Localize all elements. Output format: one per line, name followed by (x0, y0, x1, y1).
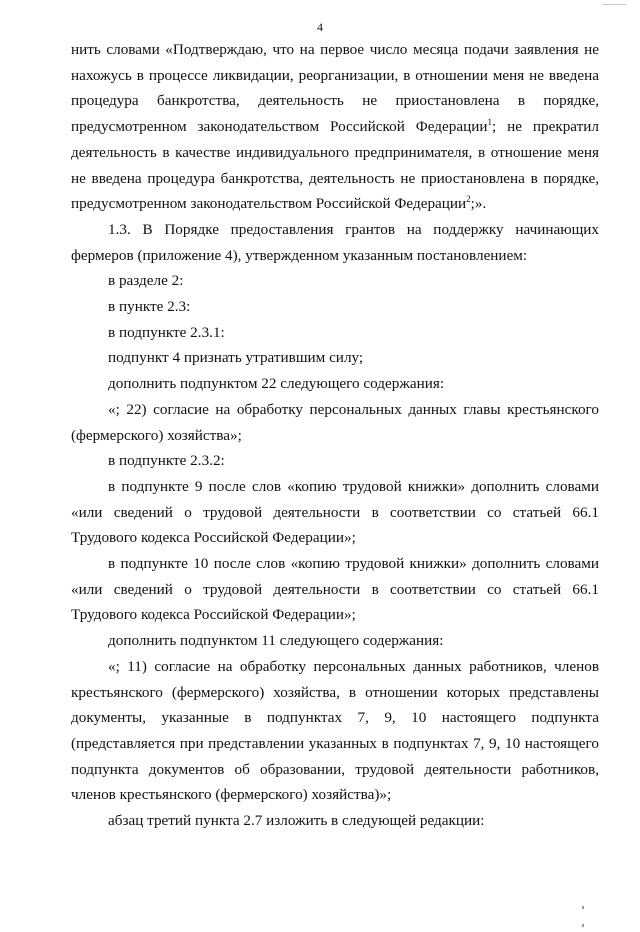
paragraph-text: ;». (470, 195, 487, 213)
paragraph-subpoint-2-3-1: в подпункте 2.3.1: (108, 323, 225, 341)
paragraph-subpoint-22-text: «; 22) согласие на обработку персональных данных главы крестьянского (фермерского) хозяйства»; (71, 400, 599, 444)
document-body (71, 37, 599, 834)
scan-edge-mark-top (602, 0, 626, 5)
paragraph-add-subpoint-11: дополнить подпунктом 11 следующего содержания: (108, 632, 444, 650)
footnote-ref-1: 1 (487, 117, 492, 128)
paragraph-section-2: в разделе 2: (108, 272, 184, 290)
paragraph-add-subpoint-22: дополнить подпунктом 22 следующего содержания: (108, 375, 445, 393)
paragraph-continuation (71, 37, 599, 217)
scan-edge-mark-bottom (582, 896, 600, 899)
paragraph-subpoint-4-void: подпункт 4 признать утратившим силу; (108, 349, 364, 367)
paragraph-1-3: 1.3. В Порядке предоставления грантов на поддержку начинающих фермеров (приложение 4), утвержденном указанным постановлением: (71, 220, 599, 264)
paragraph-text: нить словами «Подтверждаю, что на первое число месяца подачи заявления не нахожусь в процессе ликвидации, реорганизации, в отношении меня не введена процедура банкротства, деятельность не приостановлена в порядке, предусмотренном законодательством Российской Федерации (71, 41, 599, 136)
paragraph-point-2-7: абзац третий пункта 2.7 изложить в следующей редакции: (108, 812, 485, 830)
paragraph-subpoint-11-text: «; 11) согласие на обработку персональных данных работников, членов крестьянского (фермерского) хозяйства, в отношении которых представлены документы, указанные в подпунктах 7, 9, 10 настоящего подпункта (представляется при представлении указанных в подпунктах 7, 9, 10 настоящего подпункта документов об образовании, трудовой деятельности работников, членов крестьянского (фермерского) хозяйства)»; (71, 657, 599, 804)
paragraph-subpoint-9: в подпункте 9 после слов «копию трудовой книжки» дополнить словами «или сведений о трудовой деятельности в соответствии со статьей 66.1 Трудового кодекса Российской Федерации»; (71, 477, 599, 547)
paragraph-subpoint-2-3-2: в подпункте 2.3.2: (108, 452, 225, 470)
paragraph-point-2-3: в пункте 2.3: (108, 298, 191, 316)
paragraph-subpoint-10: в подпункте 10 после слов «копию трудовой книжки» дополнить словами «или сведений о трудовой деятельности в соответствии со статьей 66.1 Трудового кодекса Российской Федерации»; (71, 555, 599, 624)
page-number: 4 (317, 20, 323, 34)
footnote-ref-2: 2 (466, 194, 471, 205)
paragraph-text: ; не прекратил деятельность в качестве индивидуального предпринимателя, в отношение меня не введена процедура банкротства, деятельность не приостановлена в порядке, предусмотренном законодательством Российской Федерации (71, 118, 599, 213)
